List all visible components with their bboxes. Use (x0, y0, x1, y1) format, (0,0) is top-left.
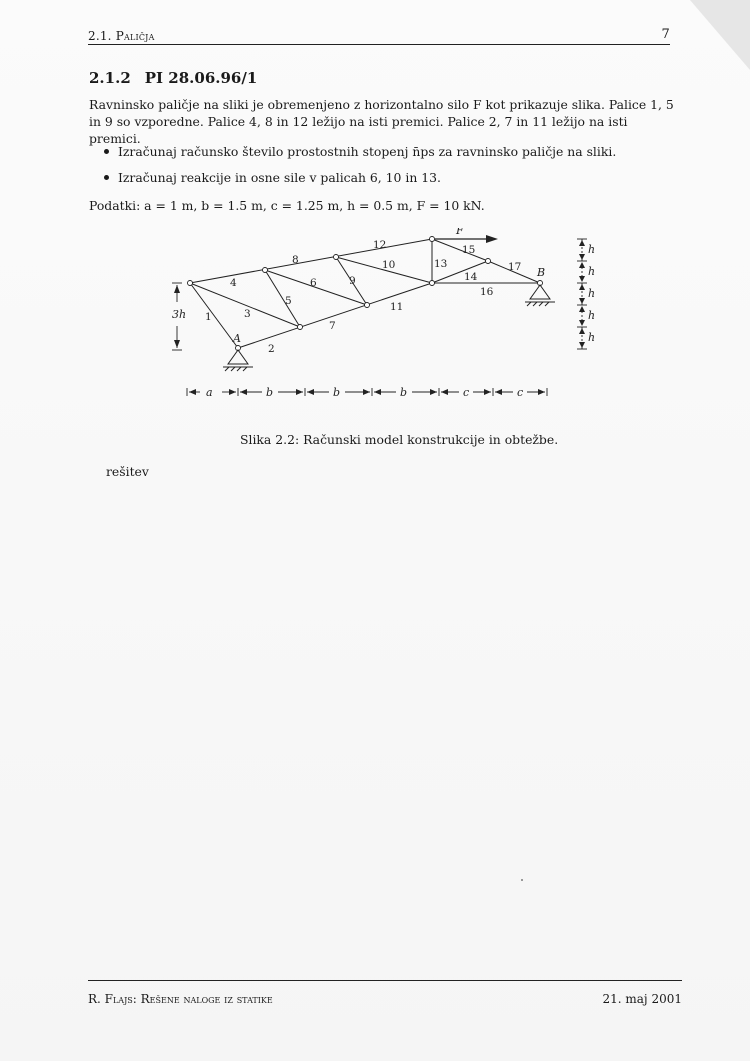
member-label-2: 2 (268, 343, 275, 355)
support-label-A: A (233, 332, 241, 345)
member-label-15: 15 (462, 244, 476, 256)
section-title-text: PI 28.06.96/1 (144, 69, 258, 87)
header-chapter-title: Paličja (115, 29, 155, 43)
joint (486, 259, 491, 264)
member-2-7-11 (238, 283, 432, 348)
height-label-h: h (588, 243, 596, 256)
arrow-left-icon (189, 389, 196, 395)
dimension-label-b: b (266, 386, 274, 399)
dimension-label-b: b (333, 386, 341, 399)
task-item: Izračunaj reakcije in osne sile v palicah 6, 10 in 13. (104, 169, 664, 186)
arrow-left-icon (495, 389, 502, 395)
arrow-up-icon (579, 262, 585, 268)
height-label-h: h (588, 265, 596, 278)
arrow-left-icon (240, 389, 247, 395)
member-label-14: 14 (464, 271, 478, 283)
arrow-down-icon (579, 276, 585, 282)
arrow-right-icon (430, 389, 437, 395)
joint (365, 303, 370, 308)
arrow-left-icon (441, 389, 448, 395)
member-label-16: 16 (480, 286, 494, 298)
dimension-label-a: a (206, 386, 213, 399)
arrow-up-icon (174, 285, 180, 293)
header-page-number: 7 (661, 27, 670, 42)
figure-caption: Slika 2.2: Računski model konstrukcije in obtežbe. (240, 432, 559, 447)
height-label-h: h (588, 309, 596, 322)
joint (188, 281, 193, 286)
arrow-up-icon (579, 284, 585, 290)
footer-date: 21. maj 2001 (602, 992, 682, 1006)
member-label-17: 17 (508, 261, 522, 273)
joint (263, 268, 268, 273)
dimension-arrows (189, 389, 545, 395)
arrow-right-icon (538, 389, 545, 395)
arrow-up-icon (579, 328, 585, 334)
member-label-12: 12 (373, 239, 387, 251)
running-header (88, 27, 670, 45)
support-A (223, 350, 253, 371)
footer-author: R. Flajs: Rešene naloge iz statike (88, 992, 273, 1006)
dimension-label-b: b (400, 386, 408, 399)
footer-rule (88, 980, 682, 981)
member-label-8: 8 (292, 254, 299, 266)
arrow-down-icon (174, 340, 180, 348)
arrow-up-icon (579, 240, 585, 246)
scan-speck (521, 879, 523, 881)
page-corner-curl (690, 0, 750, 70)
arrow-down-icon (579, 254, 585, 260)
force-F (435, 228, 498, 243)
problem-intro: Ravninsko paličje na sliki je obremenjeno z horizontalno silo F kot prikazuje slika. Palice 1, 5 in 9 so vzporedne. Palice 4, 8 in 12 ležijo na isti premici. Palice 2, 7 in 11 ležijo na isti premici. (89, 97, 674, 146)
dimension-label-c: c (517, 386, 524, 399)
arrow-right-icon (484, 389, 491, 395)
height-label-h: h (588, 331, 596, 344)
member-label-6: 6 (310, 277, 317, 289)
header-section-number: 2.1. (88, 29, 112, 43)
arrow-down-icon (579, 342, 585, 348)
arrow-down-icon (579, 320, 585, 326)
header-chapter (88, 29, 155, 43)
arrow-head-icon (486, 235, 498, 243)
truss-figure (160, 228, 620, 408)
member-label-5: 5 (285, 295, 292, 307)
joint (430, 237, 435, 242)
support-B (525, 285, 555, 306)
arrow-down-icon (579, 298, 585, 304)
member-label-7: 7 (329, 320, 336, 332)
section-title (89, 69, 257, 87)
h-stack-arrows (579, 240, 585, 348)
header-rule (88, 44, 670, 45)
arrow-left-icon (307, 389, 314, 395)
member-labels (205, 239, 521, 355)
member-label-3: 3 (244, 308, 251, 320)
arrow-left-icon (374, 389, 381, 395)
member-label-1: 1 (205, 311, 212, 323)
height-label-h: h (588, 287, 596, 300)
joint (334, 255, 339, 260)
member-label-10: 10 (382, 259, 396, 271)
joint (298, 325, 303, 330)
joint (430, 281, 435, 286)
force-label: F (456, 228, 464, 237)
arrow-right-icon (363, 389, 370, 395)
given-data: Podatki: a = 1 m, b = 1.5 m, c = 1.25 m, h = 0.5 m, F = 10 kN. (89, 198, 485, 213)
member-label-9: 9 (349, 275, 356, 287)
section-number: 2.1.2 (89, 69, 131, 87)
arrow-right-icon (229, 389, 236, 395)
member-label-11: 11 (390, 301, 404, 313)
task-item: Izračunaj računsko število prostostnih stopenj n̄ps za ravninsko paličje na sliki. (104, 143, 664, 160)
member-label-13: 13 (434, 258, 448, 270)
truss-diagram (160, 228, 620, 408)
arrow-right-icon (296, 389, 303, 395)
height-label-3h: 3h (172, 308, 187, 321)
task-list (104, 143, 664, 195)
support-label-B: B (537, 266, 546, 279)
dimension-label-c: c (463, 386, 470, 399)
arrow-up-icon (579, 306, 585, 312)
solution-link[interactable]: rešitev (106, 464, 149, 479)
h-stack-labels (588, 243, 595, 344)
member-label-4: 4 (230, 277, 237, 289)
member-5 (265, 270, 300, 327)
